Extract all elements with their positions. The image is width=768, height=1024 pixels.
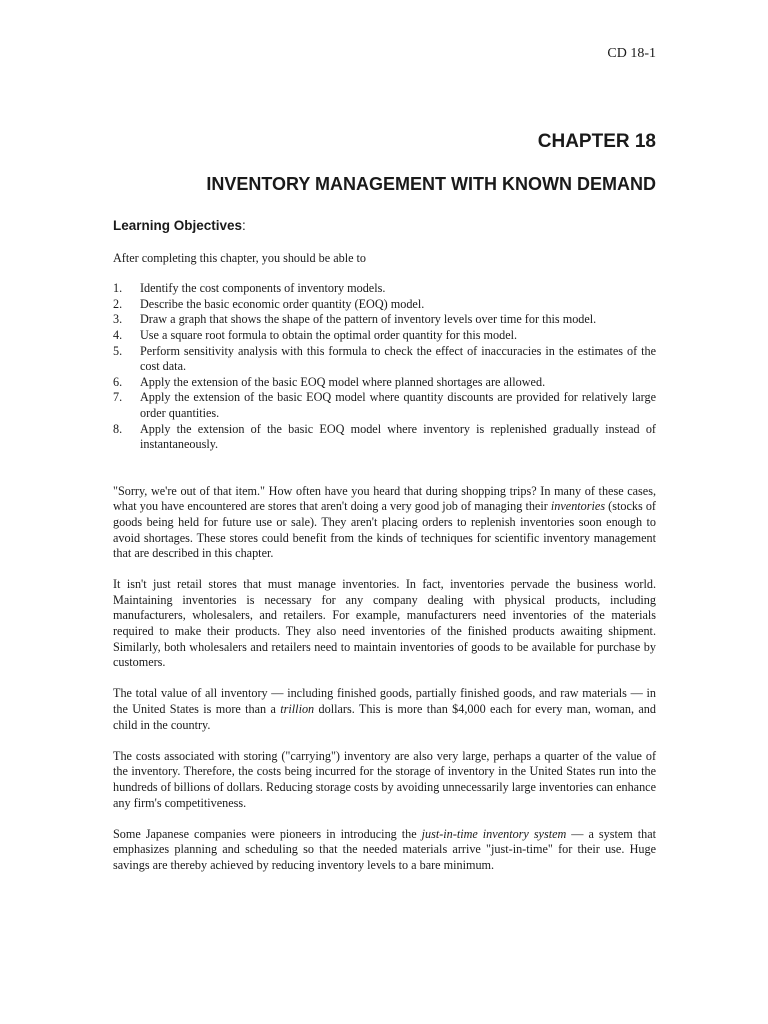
objective-text: Describe the basic economic order quantity (EOQ) model.: [140, 296, 425, 311]
objective-item: [113, 297, 656, 313]
objective-number: 3.: [113, 312, 123, 327]
page-number: CD 18-1: [607, 46, 656, 61]
objective-item: [113, 344, 656, 375]
learning-objectives-heading-text: Learning Objectives: [113, 218, 243, 233]
chapter-label: CHAPTER 18: [537, 131, 656, 152]
objective-text: Perform sensitivity analysis with this formula to check the effect of inaccuracies in the estimates of the cost data.: [140, 343, 656, 374]
objective-text: Draw a graph that shows the shape of the pattern of inventory levels over time for this model.: [140, 312, 597, 327]
p5-text-a: Some Japanese companies were pioneers in introducing the: [113, 826, 422, 841]
objective-item: [113, 375, 656, 391]
p1-text-b: (stocks of goods being held for future use or sale). They aren't placing orders to replenish inventories soon enough to avoid shortages. These stores could benefit from the kinds of techniques for scientific inventory management that are described in this chapter.: [113, 499, 656, 561]
objective-text: Apply the extension of the basic EOQ model where planned shortages are allowed.: [140, 374, 546, 389]
body-paragraph-2: It isn't just retail stores that must manage inventories. In fact, inventories pervade the business world. Maintaining inventories is necessary for any company dealing with physical products, including manufacturers, wholesalers, and retailers. For example, manufacturers need inventories of the materials required to make their products. They also need inventories of the finished products awaiting shipment. Similarly, both wholesalers and retailers need to maintain inventories of goods to be available for purchase by customers.: [113, 577, 656, 670]
page-content: [113, 218, 656, 874]
objectives-intro: After completing this chapter, you should be able to: [113, 250, 367, 265]
learning-objectives-heading: [113, 218, 656, 234]
objective-number: 4.: [113, 327, 123, 342]
objective-text: Apply the extension of the basic EOQ model where quantity discounts are provided for relatively large order quantities.: [140, 390, 656, 420]
objective-number: 5.: [113, 343, 123, 358]
p3-text-a: The total value of all inventory — including finished goods, partially finished goods, and raw materials — in the United States is more than a: [113, 686, 656, 717]
body-paragraph-4: The costs associated with storing ("carrying") inventory are also very large, perhaps a quarter of the value of the inventory. Therefore, the costs being incurred for the storage of inventory in the United States run into the hundreds of billions of dollars. Reducing storage costs by avoiding unnecessarily large inventories can enhance any firm's competitiveness.: [113, 748, 656, 810]
objectives-list: [113, 281, 656, 453]
objective-item: [113, 328, 656, 344]
objective-text: Apply the extension of the basic EOQ model where inventory is replenished gradually instead of instantaneously.: [140, 421, 656, 452]
objective-text: Use a square root formula to obtain the optimal order quantity for this model.: [140, 327, 518, 342]
learning-objectives-heading-colon: :: [242, 218, 246, 233]
body-paragraph-3: [113, 686, 656, 733]
objective-number: 6.: [113, 374, 123, 389]
objective-item: [113, 390, 656, 421]
objective-item: [113, 281, 656, 297]
objective-number: 7.: [113, 390, 123, 405]
objective-number: 2.: [113, 296, 123, 311]
p1-text-a: "Sorry, we're out of that item." How often have you heard that during shopping trips? In many of these cases, what you have encountered are stores that aren't doing a very good job of managing their: [113, 483, 656, 514]
objective-item: [113, 422, 656, 453]
p3-text-b: dollars. This is more than $4,000 each for every man, woman, and child in the country.: [113, 702, 656, 732]
p5-text-b: — a system that emphasizes planning and scheduling so that the needed materials arrive "just-in-time" for their use. Huge savings are thereby achieved by reducing inventory levels to a bare minimum.: [113, 826, 656, 872]
body-paragraph-5: [113, 827, 656, 874]
p5-emphasis: just-in-time inventory system: [421, 826, 567, 841]
body-paragraph-1: [113, 484, 656, 562]
p3-emphasis: trillion: [280, 702, 315, 717]
objective-number: 8.: [113, 421, 123, 436]
objective-number: 1.: [113, 281, 123, 296]
objective-text: Identify the cost components of inventory models.: [140, 281, 386, 296]
objective-item: [113, 312, 656, 328]
p1-emphasis: inventories: [550, 499, 606, 514]
chapter-title: INVENTORY MANAGEMENT WITH KNOWN DEMAND: [206, 174, 656, 194]
